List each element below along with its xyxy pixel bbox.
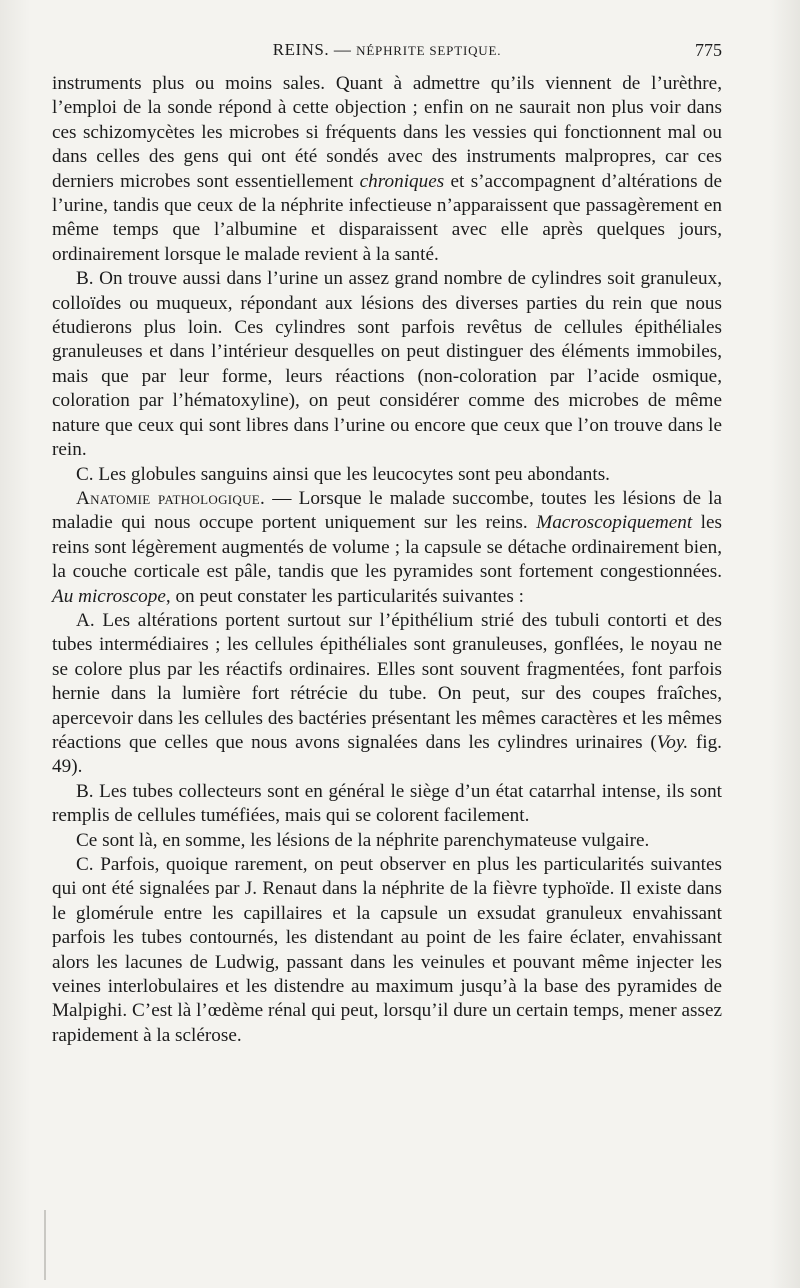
paragraph-1-end: et s’accompagnent d’altérations de l’urine, tandis que ceux de la néphrite infectieuse n’apparaissent que passagèrement en même temps que l’albumine et disparaissent avec elle après quelques jours, ordinairement lorsque le malade revient à la santé. [52, 170, 722, 265]
paragraph-5 [52, 609, 722, 780]
paragraph-6: B. Les tubes collecteurs sont en général le siège d’un état catarrhal intense, ils sont remplis de cellules tuméfiées, mais qui se colorent facilement. [52, 780, 722, 827]
paragraph-5-text-b: fig. 49). [52, 731, 722, 778]
binding-shadow [44, 1210, 46, 1280]
running-title-sub: NÉPHRITE SEPTIQUE. [356, 43, 502, 58]
paragraph-4-text-a: — Lorsque le malade succombe, toutes les lésions de la maladie qui nous occupe portent uniquement sur les reins. [52, 487, 722, 534]
page-number: 775 [695, 40, 722, 60]
paragraph-5-italic: Voy. [656, 731, 689, 753]
paragraph-3: C. Les globules sanguins ainsi que les leucocytes sont peu abondants. [76, 463, 610, 485]
running-title-dash: — [329, 40, 357, 59]
paragraph-5-text-a: A. Les altérations portent surtout sur l’épithélium strié des tubuli contorti et des tubes intermédiaires ; les cellules épithéliales sont granuleuses, gonflées, le noyau ne se colore plus par les réactifs ordinaires. Elles sont souvent fragmentées, font parfois hernie dans la lumière fort rétrécie du tube. On peut, sur des coupes fraîches, apercevoir dans les cellules des bactéries présentant les mêmes caractères et les mêmes réactions que celles que nous avons signalées dans les cylindres urinaires ( [52, 609, 722, 753]
paragraph-1 [52, 72, 722, 267]
paragraph-4-italic-1: Macroscopiquement [536, 512, 693, 534]
body-text [52, 72, 722, 1048]
paragraph-7: Ce sont là, en somme, les lésions de la néphrite parenchymateuse vulgaire. [76, 829, 650, 851]
running-title [52, 40, 722, 60]
paragraph-4-text-b: les reins sont légèrement augmentés de volume ; la capsule se détache ordinairement bien, la couche corticale est pâle, tandis que les pyramides sont fortement congestionnées. [52, 512, 722, 583]
paragraph-4-italic-2: Au microscope [52, 585, 166, 607]
section-heading-anatomie: Anatomie pathologique. [76, 487, 266, 509]
paragraph-1-italic: chroniques [359, 170, 445, 192]
paragraph-4-text-c: , on peut constater les particularités suivantes : [165, 585, 524, 607]
paragraph-2: B. On trouve aussi dans l’urine un assez grand nombre de cylindres soit granuleux, colloïdes ou muqueux, répondant aux lésions des diverses parties du rein que nous étudierons plus loin. Ces cylindres sont parfois revêtus de cellules épithéliales granuleuses et dans l’intérieur desquelles on peut distinguer des éléments immobiles, mais que par leur forme, leurs réactions (non-coloration par l’acide osmique, coloration par l’hématoxyline), on peut considérer comme des microbes de même nature que ceux qui sont libres dans l’urine ou encore que ceux que l’on trouve dans le rein. [52, 268, 722, 461]
paragraph-1-text: instruments plus ou moins sales. Quant à admettre qu’ils viennent de l’urèthre, l’emploi de la sonde répond à cette objection ; enfin on ne saurait non plus voir dans ces schizomycètes les microbes si fréquents dans les vessies qui fonctionnent mal ou dans celles des gens qui ont été sondés avec des instruments malpropres, car ces derniers microbes sont essentiellement [52, 73, 722, 192]
paragraph-8: C. Parfois, quoique rarement, on peut observer en plus les particularités suivantes qui ont été signalées par J. Renaut dans la néphrite de la fièvre typhoïde. Il existe dans le glomérule entre les capillaires et la capsule un exsudat granuleux envahissant parfois les tubes contournés, les distendant au point de les faire éclater, envahissant alors les lacunes de Ludwig, passant dans les veinules et pouvant même injecter les veines interlobulaires et les distendre au maximum jusqu’à la base des pyramides de Malpighi. C’est là l’œdème rénal qui peut, lorsqu’il dure un certain temps, mener assez rapidement à la sclérose. [52, 854, 722, 1046]
running-header [52, 40, 722, 68]
running-title-main: REINS. [272, 40, 330, 59]
paragraph-4 [52, 487, 722, 609]
